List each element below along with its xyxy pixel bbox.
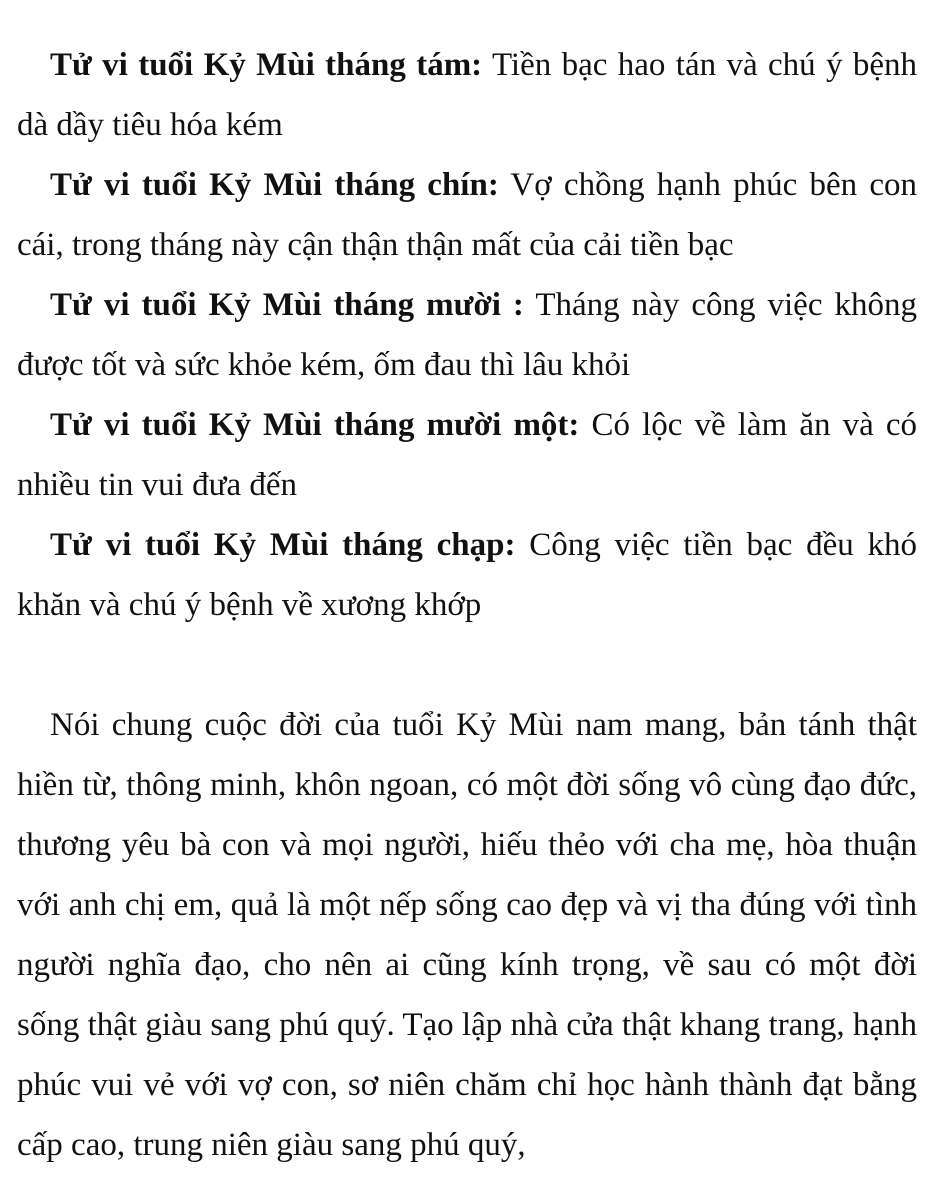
month-10-text: Tháng này công việc không được tốt và sức khỏe kém, ốm đau thì lâu khỏi bbox=[17, 287, 918, 383]
month-10-label: Tử vi tuổi Kỷ Mùi tháng mười : bbox=[50, 287, 524, 323]
month-11-label: Tử vi tuổi Kỷ Mùi tháng mười một: bbox=[50, 407, 580, 443]
month-8-paragraph bbox=[17, 35, 917, 155]
month-10-paragraph bbox=[17, 275, 917, 395]
month-8-text: Tiền bạc hao tán và chú ý bệnh dà dầy tiêu hóa kém bbox=[17, 47, 917, 143]
paragraph-spacer bbox=[17, 635, 917, 695]
month-12-text: Công việc tiền bạc đều khó khăn và chú ý bệnh về xương khớp bbox=[17, 527, 917, 623]
document-page bbox=[17, 35, 917, 1175]
month-12-paragraph bbox=[17, 515, 917, 635]
month-9-label: Tử vi tuổi Kỷ Mùi tháng chín: bbox=[50, 167, 499, 203]
month-11-text: Có lộc về làm ăn và có nhiều tin vui đưa đến bbox=[17, 407, 917, 503]
month-9-paragraph bbox=[17, 155, 917, 275]
month-12-label: Tử vi tuổi Kỷ Mùi tháng chạp: bbox=[50, 527, 516, 563]
month-9-text: Vợ chồng hạnh phúc bên con cái, trong tháng này cận thận thận mất của cải tiền bạc bbox=[17, 167, 917, 263]
month-8-label: Tử vi tuổi Kỷ Mùi tháng tám: bbox=[50, 47, 483, 83]
summary-paragraph: Nói chung cuộc đời của tuổi Kỷ Mùi nam mang, bản tánh thật hiền từ, thông minh, khôn ngoan, có một đời sống vô cùng đạo đức, thương yêu bà con và mọi người, hiếu thẻo với cha mẹ, hòa thuận với anh chị em, quả là một nếp sống cao đẹp và vị tha đúng với tình người nghĩa đạo, cho nên ai cũng kính trọng, về sau có một đời sống thật giàu sang phú quý. Tạo lập nhà cửa thật khang trang, hạnh phúc vui vẻ với vợ con, sơ niên chăm chỉ học hành thành đạt bằng cấp cao, trung niên giàu sang phú quý, bbox=[17, 707, 917, 1163]
month-11-paragraph bbox=[17, 395, 917, 515]
